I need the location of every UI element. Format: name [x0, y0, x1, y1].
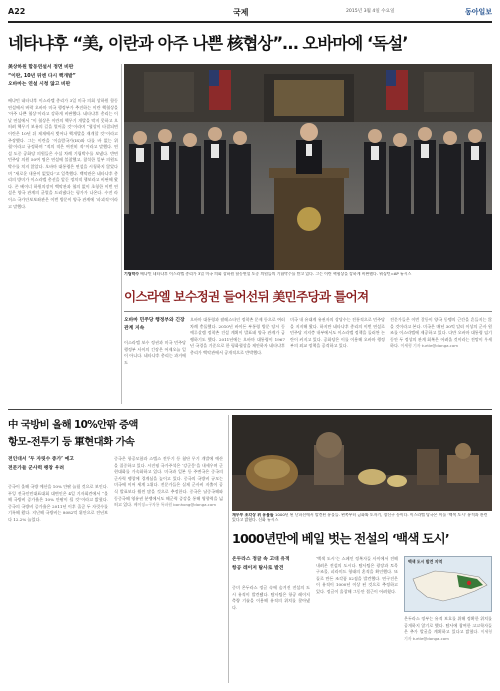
article2-body-col1: 중국이 올해 국방 예산을 10% 안팎 늘릴 것으로 보인다. 푸잉 전국인민대표대회 대변인은 4일 기자회견에서 “올해 국방비 증가율은 10% 안팎이 될 것”이라고 밝혔다. 중국의 국방비 증가율은 2011년 이후 줄곧 두 자릿수를 기록해 왔다. 지난해 국방비는 8082억 위안으로 전년보다 12.2% 늘었다. — [8, 484, 108, 522]
article1b-body-col3: 오바마 대통령과 팔레스타인 정착촌 문제 등으로 여러 차례 충돌했다. 2010년 바이든 부통령 방문 당시 동예루살렘 정착촌 건설 계획이 발표돼 양국 관계가 급랭하기도 했다. 2011년에는 오바마 대통령이 1967년 국경을 기준으로 한 평화협상을 제안하자 네타냐후 총리가 백악관에서 공개적으로 반박했다. — [190, 317, 285, 355]
photo1-caption — [124, 272, 492, 281]
article3-headline: 1000년만에 베일 벗는 전설의 ‘백색 도시’ — [232, 531, 449, 546]
subhead: 전문가들 군사력 팽창 우려 — [8, 465, 64, 471]
photo1-caption-text: 베냐민 네타냐후 이스라엘 총리가 3일 미국 의회 상하원 합동연설 도중 의원들의 기립박수를 받고 있다. 그는 이란 핵협상을 강하게 비판했다. 워싱턴=AP 뉴시스 — [140, 272, 412, 276]
article1b-body-col4: 미국 내 유대계 유권자의 상당수는 전통적으로 민주당을 지지해 왔다. 하지만 네타냐후 총리의 이번 연설로 민주당 지지층 내부에서도 이스라엘 정책을 둘러싼 논란이 커지고 있다. 공화당은 이를 이용해 오바마 행정부의 외교 정책을 공격하고 있다. — [290, 317, 385, 349]
artifacts-photo — [232, 415, 492, 511]
congress-photo — [124, 64, 492, 270]
article3-body-col3 — [404, 616, 492, 683]
location-map — [404, 556, 492, 612]
article3-body-col3-text: 온두라스 정부는 유적 보호를 위해 정확한 위치를 공개하지 않기로 했다. 탐사에 참여한 고고학자들은 추가 발굴을 계획하고 있다고 밝혔다. — [404, 616, 492, 635]
article1b-kicker: 오바마 민주당 행정부와 긴장 관계 지속 — [124, 318, 185, 331]
column-divider — [228, 415, 229, 683]
article2-headline — [8, 417, 223, 451]
article1-body-col1: 베냐민 네타냐후 이스라엘 총리가 3일 미국 의회 상하원 합동연설에서 버락 오바마 미국 행정부가 추진하는 이란 핵협상을 ‘아주 나쁜 협상’이라고 강하게 비판했다. 네타냐후 총리는 이날 연설에서 “이 협상은 이란의 핵무기 개발을 막지 못하고 오히려 핵무기 보유의 길을 열어줄 것”이라며 “협상이 타결되면 이란은 10년 뒤 제재에서 벗어나 핵개발을 재개할 것”이라고 주장했다. 그는 이란을 ‘이슬람국가(IS)와 다를 바 없는 위협’이라고 규정하며 “적의 적은 여전히 적”이라고 말했다. 연설 도중 공화당 의원들은 수십 차례 기립박수를 보냈다. 반면 민주당 의원 50여 명은 연설에 불참했고, 참석한 일부 의원도 박수를 치지 않았다. 오바마 대통령은 연설을 시청하지 않았다며 “새로운 내용이 없었다”고 일축했다. 백악관은 네타냐후 총리의 방미가 이스라엘 총선을 앞둔 정치적 행보라고 비판해 왔다. 존 베이너 하원의장이 백악관과 협의 없이 초청한 이번 연설은 양국 관계의 균열을 드러냈다는 평가가 나온다. 수전 라이스 국가안보보좌관은 이번 방문이 양국 관계에 ‘파괴적’이라고 말했다. — [8, 98, 118, 209]
article1b-body-col5-text: 전문가들은 이번 갈등이 양국 동맹의 근간을 흔들지는 않을 것이라고 본다. 미국은 매년 30억 달러 이상의 군사 원조를 이스라엘에 제공하고 있다. 다만 오바마 대통령 임기 동안 두 정상의 관계 회복은 어려울 것이라는 전망이 우세하다. — [390, 317, 492, 349]
article1b-headline: 이스라엘 보수정권 들어선뒤 美민주당과 틀어져 — [124, 289, 369, 304]
section-divider — [8, 409, 492, 410]
column-divider — [121, 64, 122, 404]
congress-photo-image — [124, 64, 492, 270]
main-headline: 네타냐후 “美, 이란과 아주 나쁜 核협상”… 오바마에 ‘독설’ — [8, 34, 408, 53]
site-marker-icon — [467, 581, 471, 585]
subhead: 美상하원 합동연설서 정면 비판 — [8, 65, 74, 70]
article3-byline: 이세형 기자 turtle@donga.com — [404, 629, 492, 641]
map-title: 백색 도시 발견 지역 — [408, 559, 443, 564]
masthead — [8, 6, 492, 20]
photo2-caption — [232, 513, 492, 524]
article2-byline: 베이징=구자룡 특파원 bonhong@donga.com — [133, 502, 216, 508]
article3-body-col2: ‘백색 도시’는 스페인 정복자들 사이에서 전해 내려온 전설의 도시다. 탐사팀은 광장과 토목 구조물, 피라미드 형태의 흔적을 확인했다. 또 돌로 만든 조각품 52점을 발견했다. 연구진은 이 유적이 1000년 이상 된 것으로 추정하고 있다. 정글이 울창해 그동안 접근이 어려웠다. — [316, 556, 398, 594]
page-number: A22 — [8, 7, 26, 16]
subhead: 오바마는 연설 시청 않고 비판 — [8, 82, 71, 87]
photo2-caption-text: 1000년 된 난파선에서 발견된 유물들. 왼쪽부터 금화와 도자기, 장신구 등이다. 이스라엘 당국은 이를 ‘백색 도시’ 유적과 관련 있다고 밝혔다. 신화 뉴시스 — [232, 513, 488, 522]
article3-subheads — [232, 556, 310, 573]
article2-subheads — [8, 456, 108, 473]
section-name: 국제 — [233, 8, 249, 17]
subhead: 전인대서 ‘두 자릿수 증가’ 예고 — [8, 457, 74, 462]
issue-date: 2015년 3월 4일 수요일 — [346, 9, 395, 14]
subhead: 온두라스 정글 속 고대 유적 — [232, 557, 290, 562]
artifacts-photo-image — [232, 415, 492, 511]
article2-body-col2 — [114, 456, 223, 683]
article1-subheads — [8, 64, 118, 90]
subhead: 항공 레이저 탐사로 발견 — [232, 565, 284, 571]
article1b-byline: 이세형 기자 turtle@donga.com — [400, 343, 458, 349]
article2-headline-line1: 中 국방비 올해 10%안팎 증액 — [8, 419, 138, 431]
article3-body-col1: 중미 온두라스 정글 속에 숨겨진 전설의 도시 유적이 발견됐다. 탐사팀은 항공 레이저 측량 기술을 이용해 유적의 위치를 찾아냈다. — [232, 585, 310, 610]
article1b-body-col2: 이스라엘 보수 정권과 미국 민주당 행정부 사이의 긴장은 어제오늘 일이 아니다. 네타냐후 총리는 과거에도 — [124, 340, 186, 365]
article2-headline-line2: 항모-전투기 등 軍현대화 가속 — [8, 436, 135, 448]
article2-body-col2-text: 중국은 항공모함과 스텔스 전투기 등 첨단 무기 개발에 예산을 집중하고 있다. 시진핑 국가주석은 ‘강군몽’을 내세우며 군 현대화를 가속화하고 있다. 미국과 일본 등 주변국은 중국의 군사력 팽창에 경계심을 높이고 있다. 중국의 국방비 규모는 미국에 이어 세계 2위다. 전문가들은 실제 군사비 지출이 공식 발표보다 훨씬 많을 것으로 추정한다. 중국은 남중국해와 동중국해 영유권 분쟁에서도 해군력 증강을 통해 영향력을 넓히고 있다. — [114, 456, 223, 508]
article1b-body-col5 — [390, 317, 492, 404]
article1b-rule — [124, 311, 492, 312]
masthead-rule — [8, 21, 492, 23]
subhead: “이란, 10년 뒤엔 다시 핵개발” — [8, 73, 76, 79]
photo2-caption-label: 재무부 조각상 위 유물들 — [232, 513, 274, 517]
honduras-map-image — [405, 557, 492, 612]
newspaper-name: 동아일보 — [464, 8, 492, 16]
photo1-caption-label: 기립박수 — [124, 272, 140, 276]
